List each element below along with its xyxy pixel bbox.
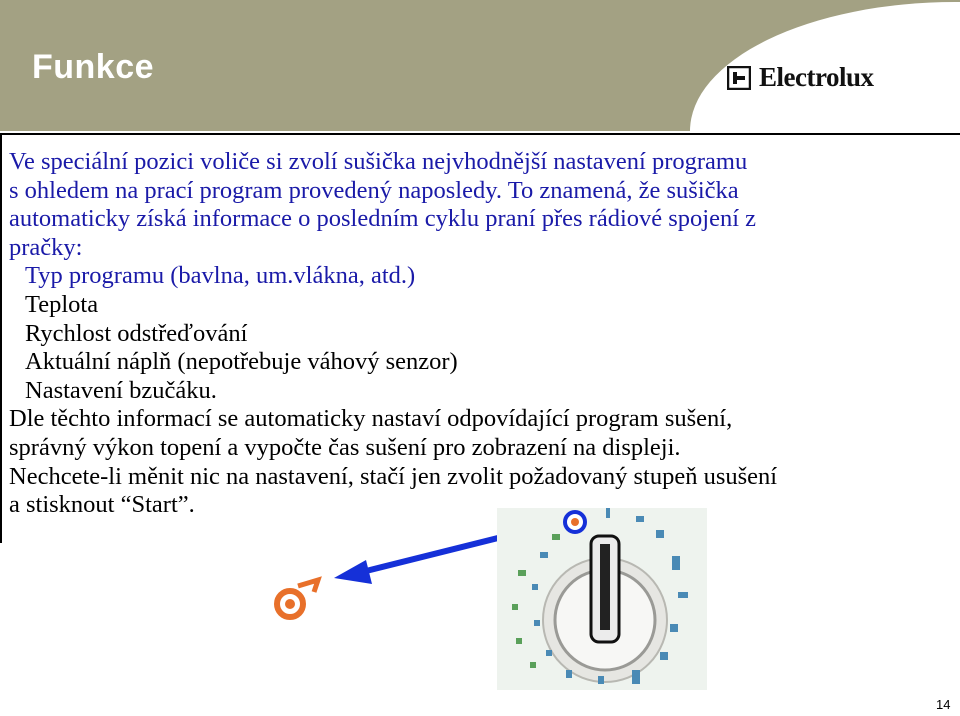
text-line: Nechcete-li měnit nic na nastavení, stačí jen zvolit požadovaný stupeň usušení — [9, 462, 778, 490]
text-line: správný výkon topení a vypočte čas sušení pro zobrazení na displeji. — [9, 433, 681, 461]
dial-figure — [260, 500, 720, 696]
title-area — [0, 0, 430, 131]
text-line: Ve speciální pozici voliče si zvolí sušička nejvhodnější nastavení programu — [9, 148, 748, 175]
list-item: Rychlost odstřeďování — [25, 319, 248, 347]
electrolux-logo-icon — [727, 66, 751, 90]
text-line: s ohledem na prací program provedený naposledy. To znamená, že sušička — [9, 176, 739, 204]
list-item: Teplota — [25, 290, 99, 318]
text-line: Dle těchto informací se automaticky nastaví odpovídající program sušení, — [9, 405, 733, 433]
body-text — [9, 148, 959, 520]
list-item: Aktuální náplň (nepotřebuje váhový senzor) — [25, 348, 458, 376]
electrolux-logo — [727, 62, 873, 93]
auto-program-icon — [277, 580, 318, 617]
program-selector-dial — [497, 508, 707, 690]
text-line: pračky: — [9, 233, 83, 261]
list-item: Typ programu (bavlna, um.vlákna, atd.) — [25, 262, 416, 290]
list-item: Nastavení bzučáku. — [25, 376, 217, 404]
text-line: a stisknout “Start”. — [9, 491, 195, 519]
text-line: automaticky získá informace o posledním cyklu praní přes rádiové spojení z — [9, 205, 757, 233]
page-number: 14 — [936, 697, 951, 712]
left-border — [0, 133, 2, 543]
page-title: Funkce — [32, 48, 155, 86]
logo-text: Electrolux — [759, 62, 874, 92]
header-divider — [0, 133, 960, 135]
